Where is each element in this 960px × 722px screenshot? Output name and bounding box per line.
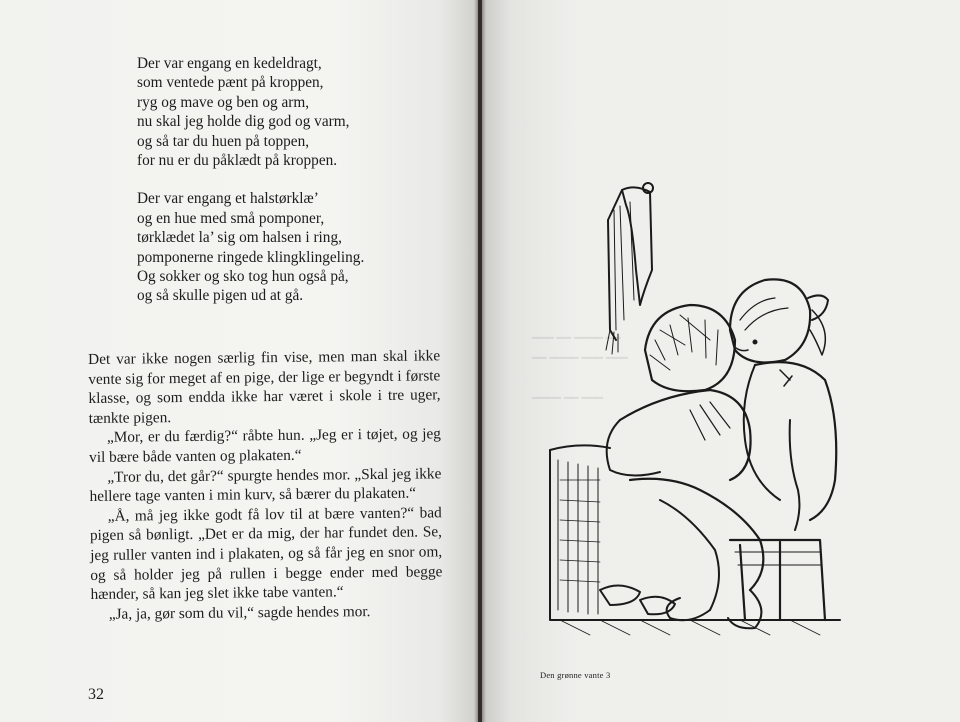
paragraph-1: Det var ikke nogen særlig fin vise, men man skal ikke vente sig for meget af en pige, der lige er begyndt i første klasse, og som endda ikke har været i skole i tre uger, tænkte pigen. [88,347,441,427]
poem [137,54,457,325]
book-gutter [474,0,486,722]
show-through-text: ━━━━ ━━ ━━━ [532,391,604,405]
poem-line: og så skulle pigen ud at gå. [137,287,304,305]
girl-dressing-illustration [540,180,850,640]
poem-line: som ventede pænt på kroppen, [137,74,324,92]
show-through-text: ━━ ━━━━ ━━━ ━━━ [532,351,628,365]
poem-line: for nu er du påklædt på kroppen. [137,152,338,170]
story-text [88,346,443,624]
poem-line: pomponerne ringede klingklingeling. [137,248,365,266]
paragraph-2: „Mor, er du færdig?“ råbte hun. „Jeg er i tøjet, og jeg vil bære både vanten og plakaten.“ [89,425,441,466]
left-page [0,0,478,722]
poem-line: og så tar du huen på toppen, [137,132,310,150]
poem-stanza-1 [137,54,457,170]
page-caption: Den grønne vante 3 [540,670,611,680]
poem-line: Og sokker og sko tog hun også på, [137,268,349,286]
poem-line: nu skal jeg holde dig god og varm, [137,113,350,131]
show-through-text: ━━━ ━━ ━━━━ ━━ [532,331,621,345]
poem-line: tørklædet la’ sig om halsen i ring, [137,229,342,247]
poem-line: ryg og mave og ben og arm, [137,93,310,111]
paragraph-4: „Å, må jeg ikke godt få lov til at bære vanten?“ bad pigen så bønligt. „Det er da mig, der har fundet den. Se, jeg ruller vanten ind i plakaten, og så får jeg en snor om, og så holder jeg på rullen i begge ender med begge hænder, så kan jeg slet ikke tabe vanten.“ [89,504,443,604]
poem-line: og en hue med små pomponer, [137,209,325,227]
page-number-left: 32 [88,686,104,703]
poem-line: Der var engang en kedeldragt, [137,55,322,72]
poem-stanza-2 [137,189,457,305]
paragraph-5: „Ja, ja, gør som du vil,“ sagde hendes mor. [108,602,371,623]
poem-line: Der var engang et halstørklæ’ [137,190,319,208]
paragraph-3: „Tror du, det går?“ spurgte hendes mor. „Skal jeg ikke hellere tage vanten i min kurv, så bærer du plakaten.“ [89,464,442,506]
